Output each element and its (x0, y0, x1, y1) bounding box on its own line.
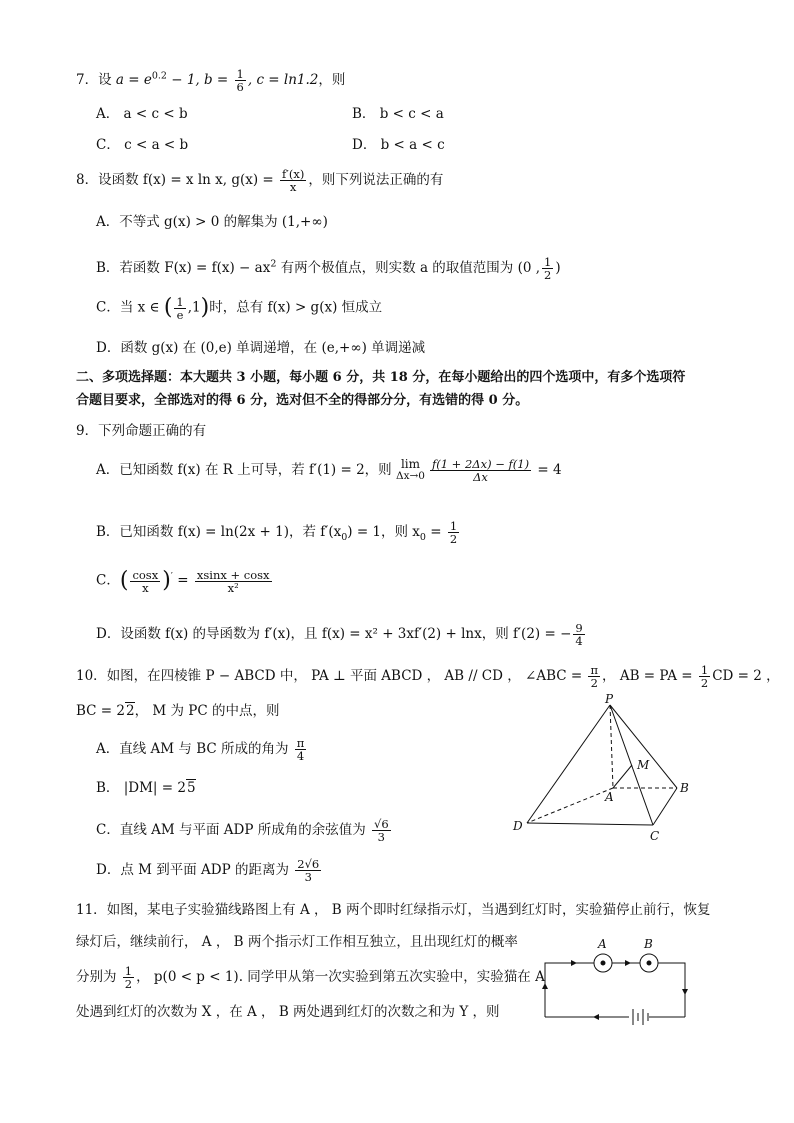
q7-stem: 7．设 $a = e^{0.2} - 1$, b = $\frac{1}{6}$ , c = ln1.2，则 (76, 67, 346, 95)
label-a: A (605, 790, 614, 804)
lamp-b-dot (647, 961, 651, 965)
section-header-line2: 合题目要求，全部选对的得 6 分，选对但不全的得部分分，有选错的得 0 分。 (76, 393, 529, 408)
edge-cb (653, 788, 677, 825)
q7-option-c: C． c < a < b (96, 137, 189, 153)
q11-stem-line4: 处遇到红灯的次数为 X ，在 A ， B 两处遇到红灯的次数之和为 Y ，则 (76, 1004, 500, 1020)
q9-option-a: A．已知函数 f(x) 在 R 上可导，若 f′(1) = 2，则 lim Δx→0 $\frac{f(1 + 2\Delta x) - f(1)}{\Delta x}$ = 4 (96, 457, 562, 485)
segment-am (613, 765, 632, 788)
edge-pd (527, 705, 610, 823)
label-b: B (680, 781, 689, 795)
label-p: P (605, 693, 614, 706)
q9-stem: 9．下列命题正确的有 (76, 423, 207, 439)
q10-stem-line2: BC = 22， M 为 PC 的中点，则 (76, 703, 280, 719)
circuit-wire-top (545, 963, 685, 1017)
circuit-figure (535, 933, 695, 1028)
q9-option-b: B．已知函数 f(x) = ln(2x + 1)，若 $f'(x_0) = 1$，则 $x_0$ = $\frac{1}{2}$ (96, 519, 458, 547)
arrow-right-2-icon (625, 960, 631, 966)
arrow-down-icon (682, 989, 688, 995)
label-c: C (650, 829, 660, 843)
arrow-right-1-icon (571, 960, 577, 966)
q11-stem-line2: 绿灯后，继续前行， A ， B 两个指示灯工作相互独立，且出现红灯的概率 (76, 934, 518, 950)
q9-option-c: C．( $\frac{\cos x}{x}$ )′ = $\frac{xsinx + \cos x}{\text{x²}}$ (96, 567, 270, 595)
q9-option-d: D．设函数 f(x) 的导函数为 f′(x)，且 f(x) = x² + 3xf′(2) + lnx，则 f′(2) = − $\frac{9}{4}$ (96, 621, 583, 649)
q8-option-a: A．不等式 g(x) > 0 的解集为 (1,+∞) (96, 214, 328, 230)
edge-pa (610, 705, 613, 788)
label-lamp-a: A (598, 937, 607, 951)
q7-option-b: B． b < c < a (352, 106, 444, 122)
q11-stem-line3: 分别为 $\frac{1}{2}$ ， p(0 < p < 1). 同学甲从第一次实验到第五次实验中，实验猫在 A (76, 964, 545, 992)
q10-option-d: D．点 M 到平面 ADP 的距离为 $\frac{2√6}{3}$ (96, 857, 320, 885)
lamp-a-dot (601, 961, 605, 965)
q7-option-a: A． a < c < b (96, 106, 188, 122)
q10-option-a: A．直线 AM 与 BC 所成的角为 $\frac{\pi}{4}$ (96, 736, 305, 764)
arrow-left-icon (593, 1014, 599, 1020)
q8-option-c: C．当 x ∈ ( $\frac{1}{e}$ ,1)时，总有 f(x) > g(x) 恒成立 (96, 294, 383, 322)
edge-dc (527, 823, 653, 825)
q10-stem-line1: 10．如图，在四棱锥 P − ABCD 中， PA ⊥ 平面 ABCD ， AB // CD ， ∠ABC = $\frac{\pi}{2}$ ， AB = PA = $\frac{1}{2}$ CD = 2 ， (76, 663, 780, 691)
q11-stem-line1: 11．如图，某电子实验猫线路图上有 A ， B 两个即时红绿指示灯，当遇到红灯时，实验猫停止前行，恢复 (76, 902, 711, 918)
label-m: M (637, 758, 650, 772)
q10-option-c: C．直线 AM 与平面 ADP 所成角的余弦值为 $\frac{√6}{3}$ (96, 817, 389, 845)
q10-option-b: B． |DM| = 25 (96, 780, 196, 796)
section-header-line1: 二、多项选择题：本大题共 3 小题，每小题 6 分，共 18 分，在每小题给出的四个选项中，有多个选项符 (76, 370, 686, 385)
q8-stem: 8．设函数 f(x) = x ln x, g(x) = $\frac{f'(x)}{x}$ ，则下列说法正确的有 (76, 167, 444, 195)
edge-pb (610, 705, 677, 788)
q8-option-b: B．若函数 $F(x) = f(x) - ax^2$ 有两个极值点，则实数 a 的取值范围为 (0 , $\frac{1}{2}$ ) (96, 255, 561, 283)
q7-option-d: D． b < a < c (352, 137, 445, 153)
q8-option-d: D．函数 g(x) 在 (0,e) 单调递增，在 (e,+∞) 单调递减 (96, 340, 426, 356)
label-d: D (513, 819, 523, 833)
label-lamp-b: B (644, 937, 653, 951)
pyramid-figure (505, 693, 705, 843)
arrow-up-icon (542, 983, 548, 989)
